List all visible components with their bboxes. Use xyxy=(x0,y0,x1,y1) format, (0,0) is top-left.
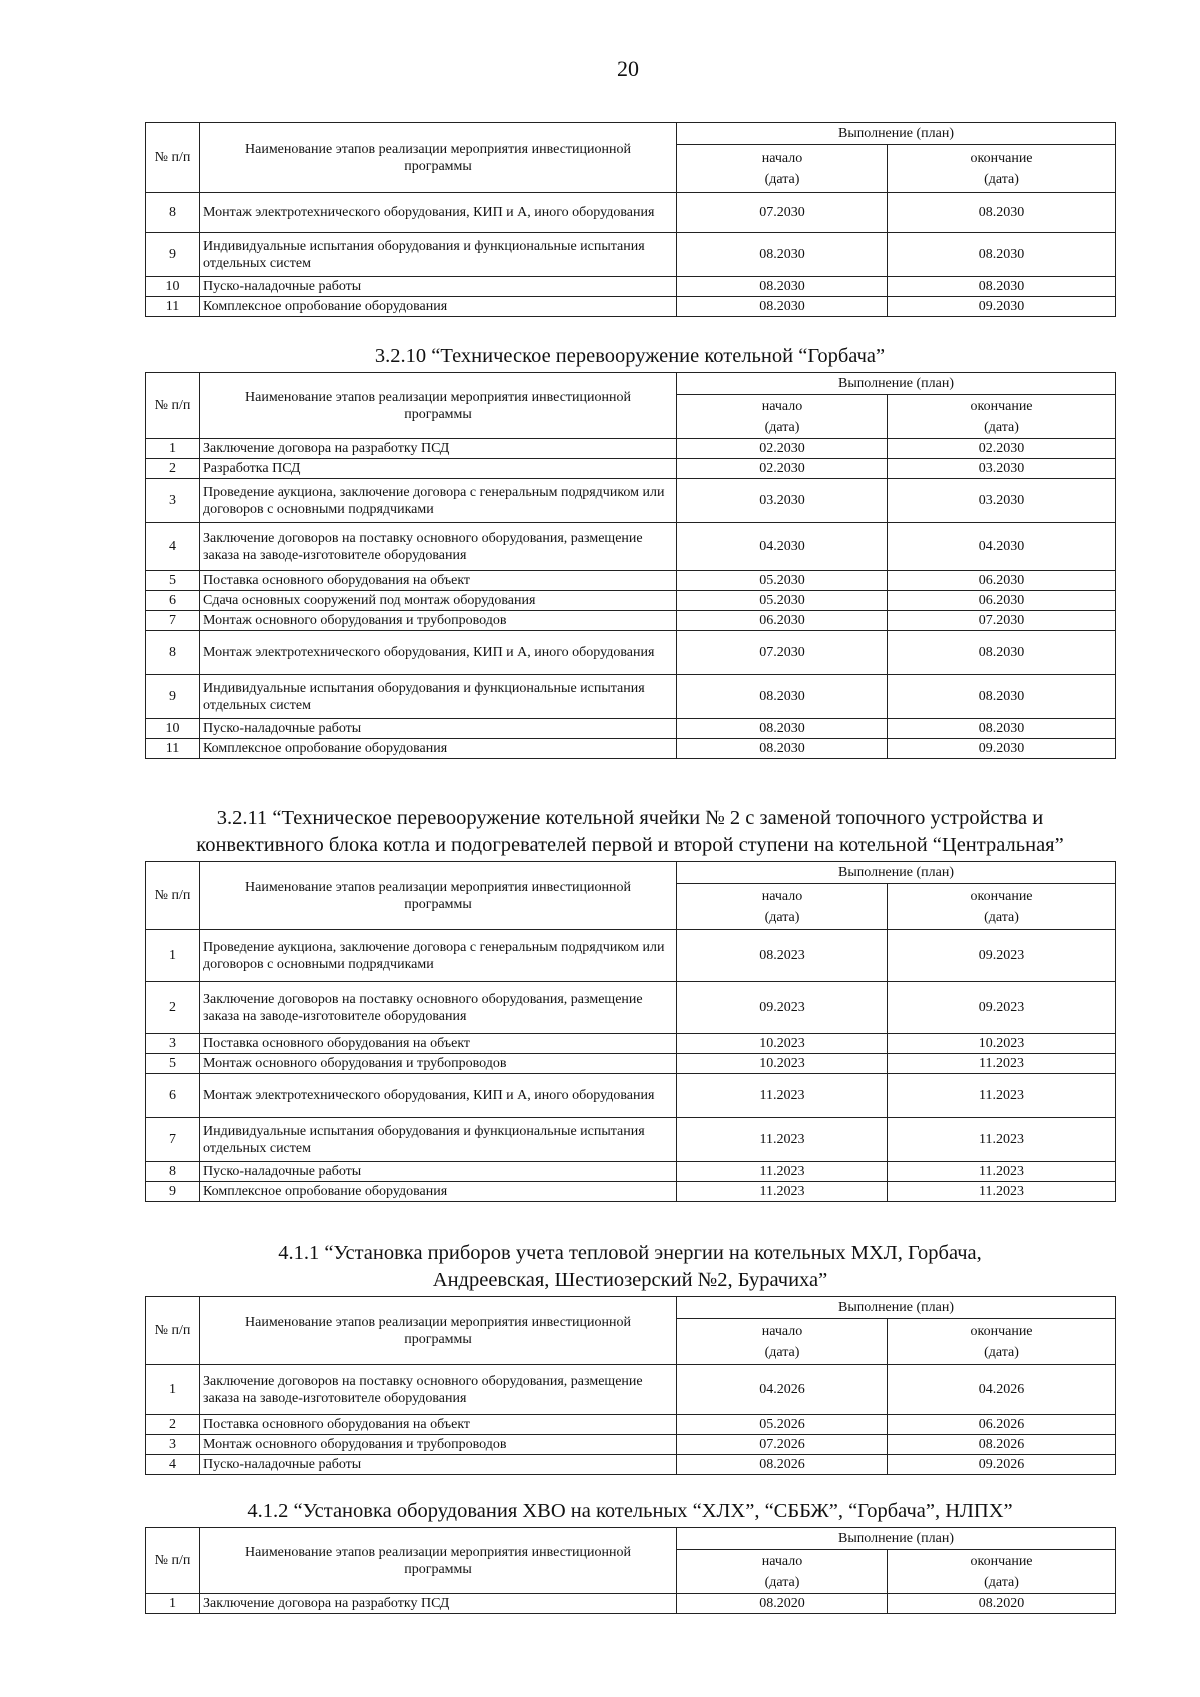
table-block-5 xyxy=(145,1498,1115,1614)
table-row xyxy=(146,611,1116,631)
row-name: Монтаж основного оборудования и трубопроводов xyxy=(200,1435,677,1455)
table-row xyxy=(146,1415,1116,1435)
row-name: Разработка ПСД xyxy=(200,459,677,479)
row-num: 9 xyxy=(146,675,200,719)
header-end-label: окончание xyxy=(970,1323,1033,1339)
row-end: 11.2023 xyxy=(888,1182,1116,1202)
row-start: 05.2026 xyxy=(677,1415,888,1435)
table-block-2 xyxy=(145,343,1115,759)
row-num: 7 xyxy=(146,611,200,631)
section-title-3-2-10: 3.2.10 “Техническое перевооружение котельной “Горбача” xyxy=(374,345,886,367)
header-execution: Выполнение (план) xyxy=(677,123,1116,145)
row-end: 11.2023 xyxy=(888,1162,1116,1182)
header-name: Наименование этапов реализации мероприятия инвестиционной программы xyxy=(200,373,677,439)
header-num: № п/п xyxy=(146,1528,200,1594)
table-row xyxy=(146,982,1116,1034)
section-title-4-1-1: 4.1.1 “Установка приборов учета тепловой энергии на котельных МХЛ, Горбача, Андреевская, Шестиозерский №2, Бурачиха” xyxy=(278,1242,982,1291)
row-num: 3 xyxy=(146,1435,200,1455)
header-start-note: (дата) xyxy=(764,419,800,435)
row-name: Пуско-наладочные работы xyxy=(200,277,677,297)
table-row xyxy=(146,675,1116,719)
row-end: 06.2026 xyxy=(888,1415,1116,1435)
row-end: 08.2020 xyxy=(888,1594,1116,1614)
row-end: 07.2030 xyxy=(888,611,1116,631)
header-end xyxy=(888,884,1116,930)
row-start: 05.2030 xyxy=(677,591,888,611)
row-name: Монтаж электротехнического оборудования, КИП и А, иного оборудования xyxy=(200,1074,677,1118)
header-start-note: (дата) xyxy=(764,1574,800,1590)
header-end-label: окончание xyxy=(970,888,1033,904)
table-row xyxy=(146,1365,1116,1415)
header-start-label: начало xyxy=(761,1323,803,1339)
row-num: 8 xyxy=(146,193,200,233)
row-end: 08.2030 xyxy=(888,675,1116,719)
row-num: 7 xyxy=(146,1118,200,1162)
row-num: 9 xyxy=(146,233,200,277)
row-start: 11.2023 xyxy=(677,1074,888,1118)
row-num: 4 xyxy=(146,523,200,571)
row-name: Пуско-наладочные работы xyxy=(200,1162,677,1182)
table-row xyxy=(146,1034,1116,1054)
header-start-label: начало xyxy=(761,1553,803,1569)
row-end: 04.2030 xyxy=(888,523,1116,571)
schedule-table-1 xyxy=(145,122,1116,317)
table-row xyxy=(146,591,1116,611)
row-name: Заключение договоров на поставку основного оборудования, размещение заказа на заводе-изготовителе оборудования xyxy=(200,982,677,1034)
row-num: 2 xyxy=(146,982,200,1034)
table-row xyxy=(146,523,1116,571)
row-start: 07.2030 xyxy=(677,193,888,233)
row-end: 03.2030 xyxy=(888,479,1116,523)
row-start: 02.2030 xyxy=(677,439,888,459)
header-end-label: окончание xyxy=(970,150,1033,166)
schedule-table-2 xyxy=(145,372,1116,759)
header-name: Наименование этапов реализации мероприятия инвестиционной программы xyxy=(200,1528,677,1594)
table-row xyxy=(146,297,1116,317)
row-name: Пуско-наладочные работы xyxy=(200,719,677,739)
header-start-label: начало xyxy=(761,888,803,904)
header-end xyxy=(888,1319,1116,1365)
row-num: 9 xyxy=(146,1182,200,1202)
header-execution: Выполнение (план) xyxy=(677,373,1116,395)
section-title-4-1-2: 4.1.2 “Установка оборудования ХВО на котельных “ХЛХ”, “СББЖ”, “Горбача”, НЛПХ” xyxy=(247,1500,1013,1522)
row-start: 08.2030 xyxy=(677,675,888,719)
row-end: 02.2030 xyxy=(888,439,1116,459)
row-num: 4 xyxy=(146,1455,200,1475)
row-name: Поставка основного оборудования на объект xyxy=(200,1415,677,1435)
table-row xyxy=(146,571,1116,591)
row-start: 07.2026 xyxy=(677,1435,888,1455)
row-name: Монтаж электротехнического оборудования, КИП и А, иного оборудования xyxy=(200,193,677,233)
row-start: 04.2030 xyxy=(677,523,888,571)
table-row xyxy=(146,1118,1116,1162)
row-num: 2 xyxy=(146,1415,200,1435)
row-start: 05.2030 xyxy=(677,571,888,591)
table-row xyxy=(146,233,1116,277)
row-name: Заключение договора на разработку ПСД xyxy=(200,439,677,459)
row-start: 08.2023 xyxy=(677,930,888,982)
row-name: Проведение аукциона, заключение договора с генеральным подрядчиком или договоров с основными подрядчиками xyxy=(200,930,677,982)
table-row xyxy=(146,1162,1116,1182)
row-name: Индивидуальные испытания оборудования и функциональные испытания отдельных систем xyxy=(200,675,677,719)
table-row xyxy=(146,1074,1116,1118)
row-end: 03.2030 xyxy=(888,459,1116,479)
row-start: 10.2023 xyxy=(677,1054,888,1074)
table-block-3 xyxy=(145,805,1115,1202)
header-end-note: (дата) xyxy=(984,419,1019,435)
page-number: 20 xyxy=(617,56,639,81)
row-name: Заключение договоров на поставку основного оборудования, размещение заказа на заводе-изготовителе оборудования xyxy=(200,523,677,571)
header-start-note: (дата) xyxy=(764,1344,800,1360)
table-row xyxy=(146,631,1116,675)
row-name: Сдача основных сооружений под монтаж оборудования xyxy=(200,591,677,611)
row-name: Пуско-наладочные работы xyxy=(200,1455,677,1475)
row-end: 11.2023 xyxy=(888,1074,1116,1118)
row-name: Заключение договоров на поставку основного оборудования, размещение заказа на заводе-изготовителе оборудования xyxy=(200,1365,677,1415)
row-name: Поставка основного оборудования на объект xyxy=(200,1034,677,1054)
row-end: 11.2023 xyxy=(888,1118,1116,1162)
header-start-note: (дата) xyxy=(764,909,800,925)
table-row xyxy=(146,1435,1116,1455)
row-start: 11.2023 xyxy=(677,1118,888,1162)
row-start: 08.2030 xyxy=(677,719,888,739)
table-row xyxy=(146,1594,1116,1614)
row-name: Комплексное опробование оборудования xyxy=(200,739,677,759)
row-end: 11.2023 xyxy=(888,1054,1116,1074)
header-end xyxy=(888,145,1116,193)
header-name: Наименование этапов реализации мероприятия инвестиционной программы xyxy=(200,862,677,930)
row-name: Заключение договора на разработку ПСД xyxy=(200,1594,677,1614)
header-execution: Выполнение (план) xyxy=(677,1528,1116,1550)
row-num: 11 xyxy=(146,297,200,317)
header-num: № п/п xyxy=(146,373,200,439)
row-num: 6 xyxy=(146,1074,200,1118)
row-start: 09.2023 xyxy=(677,982,888,1034)
row-name: Монтаж основного оборудования и трубопроводов xyxy=(200,1054,677,1074)
row-end: 06.2030 xyxy=(888,571,1116,591)
row-num: 2 xyxy=(146,459,200,479)
table-row xyxy=(146,439,1116,459)
row-start: 08.2030 xyxy=(677,233,888,277)
table-row xyxy=(146,479,1116,523)
table-row xyxy=(146,1455,1116,1475)
row-start: 03.2030 xyxy=(677,479,888,523)
header-end xyxy=(888,1550,1116,1594)
row-start: 11.2023 xyxy=(677,1162,888,1182)
row-name: Проведение аукциона, заключение договора с генеральным подрядчиком или договоров с основными подрядчиками xyxy=(200,479,677,523)
row-end: 08.2030 xyxy=(888,631,1116,675)
schedule-table-5 xyxy=(145,1527,1116,1614)
row-name: Комплексное опробование оборудования xyxy=(200,297,677,317)
row-num: 3 xyxy=(146,479,200,523)
row-name: Поставка основного оборудования на объект xyxy=(200,571,677,591)
row-name: Монтаж электротехнического оборудования, КИП и А, иного оборудования xyxy=(200,631,677,675)
header-start xyxy=(677,1319,888,1365)
row-end: 04.2026 xyxy=(888,1365,1116,1415)
row-start: 02.2030 xyxy=(677,459,888,479)
row-name: Индивидуальные испытания оборудования и функциональные испытания отдельных систем xyxy=(200,233,677,277)
row-start: 08.2030 xyxy=(677,297,888,317)
row-num: 5 xyxy=(146,571,200,591)
row-end: 08.2030 xyxy=(888,193,1116,233)
row-num: 8 xyxy=(146,631,200,675)
header-execution: Выполнение (план) xyxy=(677,1297,1116,1319)
row-num: 11 xyxy=(146,739,200,759)
row-start: 07.2030 xyxy=(677,631,888,675)
row-name: Монтаж основного оборудования и трубопроводов xyxy=(200,611,677,631)
row-num: 8 xyxy=(146,1162,200,1182)
row-num: 10 xyxy=(146,719,200,739)
row-end: 09.2023 xyxy=(888,982,1116,1034)
row-start: 08.2026 xyxy=(677,1455,888,1475)
row-end: 08.2026 xyxy=(888,1435,1116,1455)
table-row xyxy=(146,1054,1116,1074)
header-end-label: окончание xyxy=(970,398,1033,414)
row-name: Индивидуальные испытания оборудования и функциональные испытания отдельных систем xyxy=(200,1118,677,1162)
header-end-note: (дата) xyxy=(984,1344,1019,1360)
row-num: 1 xyxy=(146,930,200,982)
row-num: 3 xyxy=(146,1034,200,1054)
row-name: Комплексное опробование оборудования xyxy=(200,1182,677,1202)
header-name: Наименование этапов реализации мероприятия инвестиционной программы xyxy=(200,123,677,193)
table-row xyxy=(146,459,1116,479)
table-row xyxy=(146,193,1116,233)
header-execution: Выполнение (план) xyxy=(677,862,1116,884)
header-start xyxy=(677,884,888,930)
header-num: № п/п xyxy=(146,123,200,193)
table-block-1 xyxy=(145,122,1115,317)
header-start-label: начало xyxy=(761,150,803,166)
header-end-note: (дата) xyxy=(984,1574,1019,1590)
table-block-4 xyxy=(145,1240,1115,1475)
header-num: № п/п xyxy=(146,1297,200,1365)
row-end: 09.2023 xyxy=(888,930,1116,982)
header-end xyxy=(888,395,1116,439)
header-end-label: окончание xyxy=(970,1553,1033,1569)
header-start xyxy=(677,395,888,439)
header-start-label: начало xyxy=(761,398,803,414)
header-name: Наименование этапов реализации мероприятия инвестиционной программы xyxy=(200,1297,677,1365)
table-row xyxy=(146,1182,1116,1202)
row-end: 10.2023 xyxy=(888,1034,1116,1054)
table-row xyxy=(146,719,1116,739)
row-start: 06.2030 xyxy=(677,611,888,631)
row-start: 08.2030 xyxy=(677,277,888,297)
row-num: 1 xyxy=(146,1594,200,1614)
row-end: 08.2030 xyxy=(888,277,1116,297)
row-end: 08.2030 xyxy=(888,233,1116,277)
header-start xyxy=(677,145,888,193)
schedule-table-3 xyxy=(145,861,1116,1202)
row-start: 10.2023 xyxy=(677,1034,888,1054)
schedule-table-4 xyxy=(145,1296,1116,1475)
row-start: 08.2030 xyxy=(677,739,888,759)
row-num: 1 xyxy=(146,1365,200,1415)
table-row xyxy=(146,277,1116,297)
row-start: 04.2026 xyxy=(677,1365,888,1415)
header-end-note: (дата) xyxy=(984,909,1019,925)
row-end: 09.2030 xyxy=(888,297,1116,317)
row-end: 08.2030 xyxy=(888,719,1116,739)
table-row xyxy=(146,930,1116,982)
header-num: № п/п xyxy=(146,862,200,930)
row-num: 10 xyxy=(146,277,200,297)
row-end: 09.2030 xyxy=(888,739,1116,759)
header-start-note: (дата) xyxy=(764,171,800,187)
row-num: 6 xyxy=(146,591,200,611)
header-start xyxy=(677,1550,888,1594)
row-end: 09.2026 xyxy=(888,1455,1116,1475)
row-start: 08.2020 xyxy=(677,1594,888,1614)
row-end: 06.2030 xyxy=(888,591,1116,611)
table-row xyxy=(146,739,1116,759)
section-title-3-2-11: 3.2.11 “Техническое перевооружение котельной ячейки № 2 с заменой топочного устройства и конвективного блока котла и подогревателей первой и второй ступени на котельной “Центральная” xyxy=(196,807,1064,856)
header-end-note: (дата) xyxy=(984,171,1019,187)
row-num: 5 xyxy=(146,1054,200,1074)
row-start: 11.2023 xyxy=(677,1182,888,1202)
row-num: 1 xyxy=(146,439,200,459)
